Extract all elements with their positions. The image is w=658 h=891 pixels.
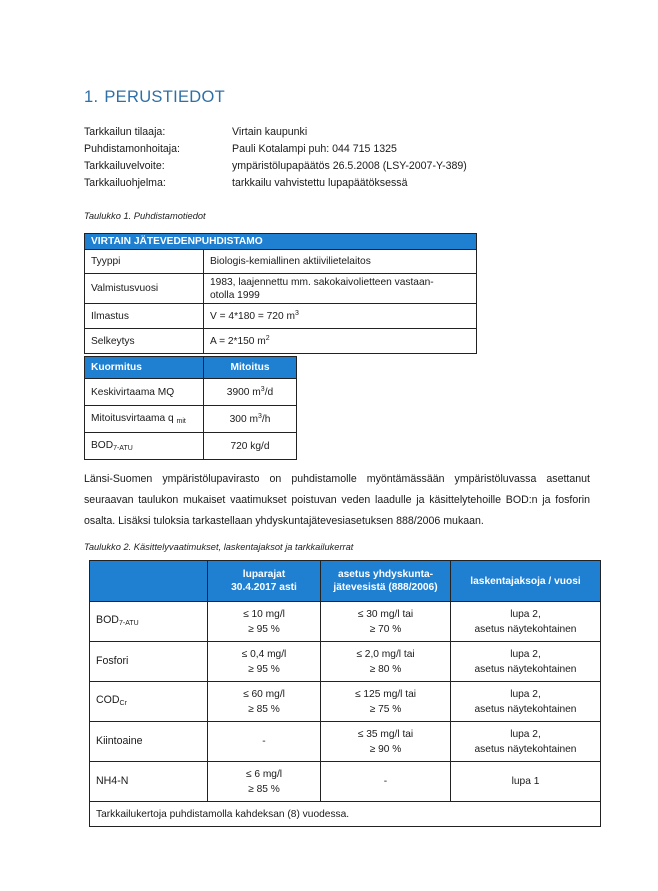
period-cell: lupa 1 bbox=[451, 762, 601, 802]
table-row bbox=[85, 379, 297, 406]
load-design-table bbox=[84, 356, 297, 460]
table-header-row bbox=[90, 561, 601, 602]
row-value: 3900 $m^3/d$ bbox=[204, 379, 297, 406]
parameter-name: Kiintoaine bbox=[90, 722, 208, 762]
table-row bbox=[85, 406, 297, 433]
row-label: Valmistusvuosi bbox=[85, 274, 204, 304]
table-row bbox=[85, 433, 297, 460]
section-number: 1. bbox=[84, 88, 99, 106]
row-value: A = 2*150 $m^2$ bbox=[204, 329, 477, 354]
info-value: tarkkailu vahvistettu lupapäätöksessä bbox=[232, 177, 408, 189]
permit-limit-cell: - bbox=[208, 722, 321, 762]
requirements-table bbox=[89, 560, 601, 827]
table-row bbox=[85, 274, 477, 304]
table-footer-row bbox=[90, 802, 601, 827]
table-row bbox=[85, 304, 477, 329]
row-label: $BOD_{7-ATU}$ bbox=[85, 433, 204, 460]
row-value: 300 $m^3/h$ bbox=[204, 406, 297, 433]
row-label: Tyyppi bbox=[85, 250, 204, 274]
decree-header: asetus yhdyskunta- jätevesistä (888/2006) bbox=[321, 561, 451, 602]
row-value: V = 4*180 = 720 $m^3$ bbox=[204, 304, 477, 329]
parameter-name: NH4-N bbox=[90, 762, 208, 802]
design-header: Mitoitus bbox=[204, 357, 297, 379]
decree-limit-cell: - bbox=[321, 762, 451, 802]
decree-limit-cell: ≤ 125 mg/l tai ≥ 75 % bbox=[321, 682, 451, 722]
parameter-name: $BOD_{7-ATU}$ bbox=[90, 602, 208, 642]
table-row bbox=[90, 682, 601, 722]
permit-limit-cell: ≤ 10 mg/l ≥ 95 % bbox=[208, 602, 321, 642]
period-cell: lupa 2, asetus näytekohtainen bbox=[451, 682, 601, 722]
info-label: Tarkkailuohjelma: bbox=[84, 177, 166, 189]
period-cell: lupa 2, asetus näytekohtainen bbox=[451, 642, 601, 682]
info-label: Tarkkailun tilaaja: bbox=[84, 126, 166, 138]
empty-header-cell bbox=[90, 561, 208, 602]
period-cell: lupa 2, asetus näytekohtainen bbox=[451, 602, 601, 642]
permit-limit-cell: ≤ 6 mg/l ≥ 85 % bbox=[208, 762, 321, 802]
info-value: Pauli Kotalampi puh: 044 715 1325 bbox=[232, 143, 397, 155]
table-footer-note: Tarkkailukertoja puhdistamolla kahdeksan (8) vuodessa. bbox=[90, 802, 601, 827]
parameter-name: $COD_{Cr}$ bbox=[90, 682, 208, 722]
section-heading bbox=[84, 88, 225, 107]
table-row bbox=[85, 329, 477, 354]
row-label: Keskivirtaama MQ bbox=[85, 379, 204, 406]
table-row bbox=[85, 250, 477, 274]
row-label: Selkeytys bbox=[85, 329, 204, 354]
load-header: Kuormitus bbox=[85, 357, 204, 379]
period-cell: lupa 2, asetus näytekohtainen bbox=[451, 722, 601, 762]
section-title: PERUSTIEDOT bbox=[104, 88, 226, 106]
info-label: Puhdistamonhoitaja: bbox=[84, 143, 180, 155]
info-value: ympäristölupapäätös 26.5.2008 (LSY-2007-Y-389) bbox=[232, 160, 467, 172]
table-header-row bbox=[85, 234, 477, 250]
permit-limit-cell: ≤ 60 mg/l ≥ 85 % bbox=[208, 682, 321, 722]
table2-caption: Taulukko 2. Käsittelyvaatimukset, laskentajaksot ja tarkkailukerrat bbox=[84, 542, 354, 552]
parameter-name: Fosfori bbox=[90, 642, 208, 682]
plant-info-table bbox=[84, 233, 477, 354]
table-row bbox=[90, 642, 601, 682]
permit-limits-header: luparajat 30.4.2017 asti bbox=[208, 561, 321, 602]
row-label: Mitoitusvirtaama q $_{mit}$ bbox=[85, 406, 204, 433]
table-row bbox=[90, 602, 601, 642]
plant-name-header: VIRTAIN JÄTEVEDENPUHDISTAMO bbox=[85, 234, 477, 250]
decree-limit-cell: ≤ 30 mg/l tai ≥ 70 % bbox=[321, 602, 451, 642]
body-paragraph: Länsi-Suomen ympäristölupavirasto on puhdistamolle myöntämässään ympäristöluvassa asettanut seuraavan taulukon mukaiset vaatimukset poistuvan veden laadulle ja käsittelytehoille BOD:n ja fosforin osalta. Lisäksi tuloksia tarkastellaan yhdyskuntajätevesiasetuksen 888/2006 mukaan. bbox=[84, 473, 590, 527]
table-row bbox=[90, 762, 601, 802]
table-row bbox=[90, 722, 601, 762]
info-label: Tarkkailuvelvoite: bbox=[84, 160, 165, 172]
info-value: Virtain kaupunki bbox=[232, 126, 308, 138]
row-value: 720 kg/d bbox=[204, 433, 297, 460]
permit-limit-cell: ≤ 0,4 mg/l ≥ 95 % bbox=[208, 642, 321, 682]
decree-limit-cell: ≤ 35 mg/l tai ≥ 90 % bbox=[321, 722, 451, 762]
decree-limit-cell: ≤ 2,0 mg/l tai ≥ 80 % bbox=[321, 642, 451, 682]
periods-header: laskentajaksoja / vuosi bbox=[451, 561, 601, 602]
row-value: Biologis-kemiallinen aktiivilietelaitos bbox=[204, 250, 477, 274]
table1-caption: Taulukko 1. Puhdistamotiedot bbox=[84, 211, 206, 221]
row-label: Ilmastus bbox=[85, 304, 204, 329]
row-value: 1983, laajennettu mm. sakokaivolietteen vastaan- otolla 1999 bbox=[204, 274, 477, 304]
table-header-row bbox=[85, 357, 297, 379]
